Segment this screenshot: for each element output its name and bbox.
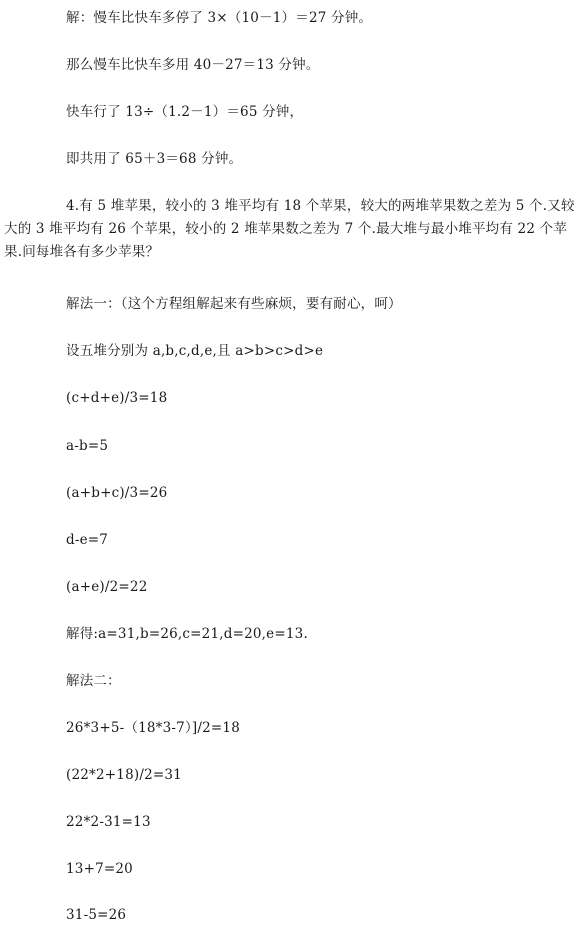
method-2-title: 解法二：	[66, 673, 121, 689]
equation-1: (c+d+e)/3=18	[66, 390, 168, 406]
calc-step-5: 31-5=26	[66, 907, 127, 923]
solution-result: 解得:a=31,b=26,c=21,d=20,e=13.	[66, 626, 308, 642]
calc-step-2: (22*2+18)/2=31	[66, 767, 182, 783]
calc-step-1: 26*3+5-（18*3-7）]/2=18	[66, 720, 240, 736]
equation-4: d-e=7	[66, 532, 109, 548]
equation-5: (a+e)/2=22	[66, 579, 148, 595]
calc-step-3: 22*2-31=13	[66, 814, 151, 830]
equation-2: a-b=5	[66, 438, 109, 454]
equation-3: (a+b+c)/3=26	[66, 485, 168, 501]
method-1-title: 解法一：（这个方程组解起来有些麻烦，要有耐心，呵）	[66, 296, 402, 312]
solution-line-1: 解：慢车比快车多停了 3×（10－1）＝27 分钟。	[66, 10, 373, 26]
solution-line-3: 快车行了 13÷（1.2－1）＝65 分钟，	[66, 104, 304, 120]
solution-line-4: 即共用了 65＋3＝68 分钟。	[66, 151, 243, 167]
variable-setup: 设五堆分别为 a,b,c,d,e,且 a>b>c>d>e	[66, 343, 324, 359]
problem-4-paragraph: 4.有 5 堆苹果，较小的 3 堆平均有 18 个苹果，较大的两堆苹果数之差为 5 个.又较大的 3 堆平均有 26 个苹果，较小的 2 堆苹果数之差为 7 个.最大堆与最小堆平均有 22 个苹果.问每堆各有多少苹果？	[4, 198, 575, 260]
solution-line-2: 那么慢车比快车多用 40－27＝13 分钟。	[66, 57, 320, 73]
calc-step-4: 13+7=20	[66, 861, 133, 877]
